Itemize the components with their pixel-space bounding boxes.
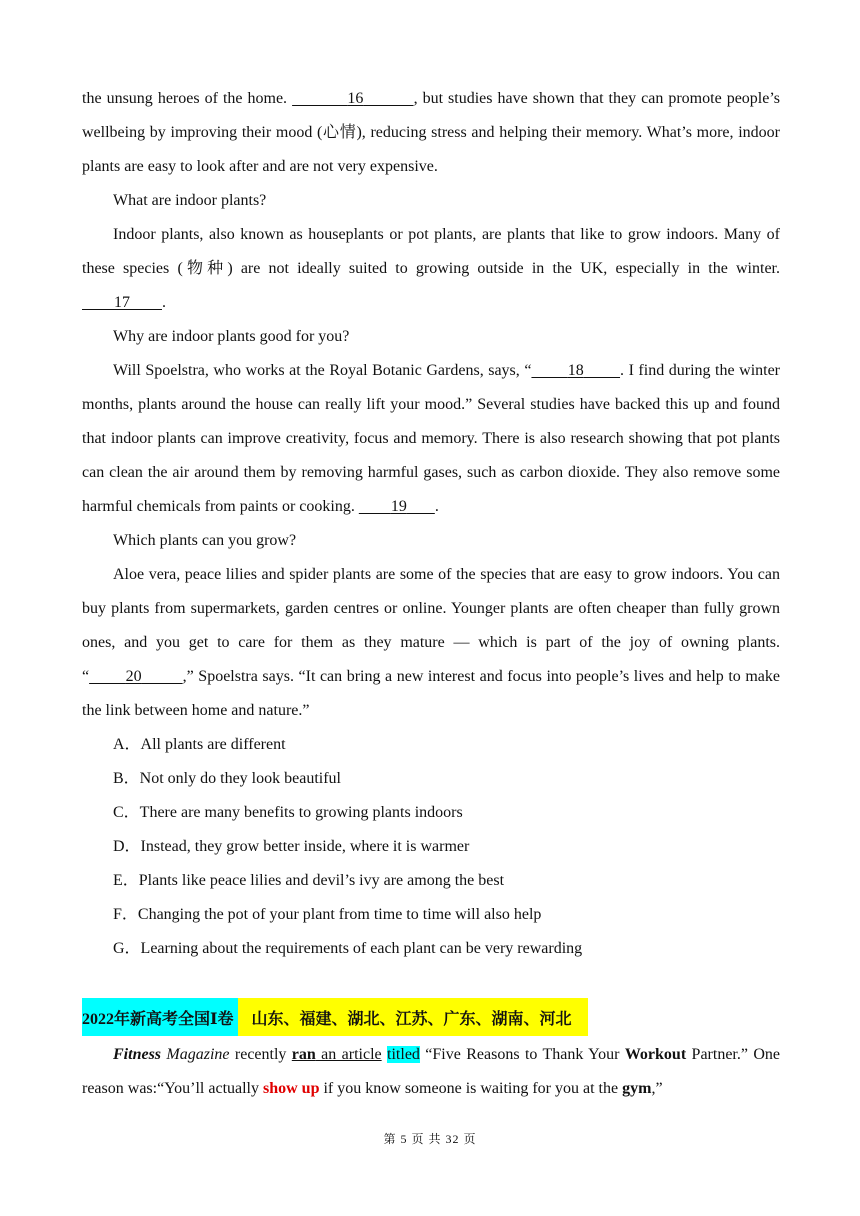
heading-what: What are indoor plants? (113, 192, 267, 209)
blank-20[interactable]: 20 (125, 668, 142, 685)
heading-which: Which plants can you grow? (113, 532, 297, 549)
blank-19[interactable]: 19 (390, 498, 407, 515)
heading-why: Why are indoor plants good for you? (113, 328, 350, 345)
page-footer: 第 5 页 共 32 页 (383, 1132, 477, 1146)
option-a: A．All plants are different (113, 736, 286, 753)
section-heading (82, 998, 780, 1036)
blank-17[interactable]: 17 (114, 294, 130, 311)
option-b: B．Not only do they look beautiful (113, 770, 341, 787)
next-passage-intro: Fitness Magazine recently ran an article titled “Five Reasons to Thank Your Workout Partner.” One reason was:“You’ll actually show up if you know someone is waiting for you at the gym,” (82, 1046, 780, 1097)
option-d: D．Instead, they grow better inside, where it is warmer (113, 838, 470, 855)
blank-18[interactable]: 18 (567, 362, 584, 379)
page-content (82, 82, 780, 1106)
exam-regions: 山东、福建、湖北、江苏、广东、湖南、河北 (238, 998, 588, 1036)
blank-16[interactable]: 16 (347, 90, 364, 107)
exam-title: 2022年新高考全国Ⅰ卷 (82, 998, 238, 1036)
paragraph-2: Indoor plants, also known as houseplants or pot plants, are plants that like to grow indoors. Many of these species (物种) are not ideally suited to growing outside in the UK, especially in the winter. 17 . (82, 226, 780, 311)
option-f: F．Changing the pot of your plant from time to time will also help (113, 906, 542, 923)
option-e: E．Plants like peace lilies and devil’s ivy are among the best (113, 872, 505, 889)
paragraph-4: Aloe vera, peace lilies and spider plants are some of the species that are easy to grow indoors. You can buy plants from supermarkets, garden centres or online. Younger plants are often cheaper than fully grown ones, and you get to care for them as they mature — which is part of the joy of owning plants. “ 20 ,” Spoelstra says. “It can bring a new interest and focus into people’s lives and help to make the link between home and nature.” (82, 566, 781, 719)
paragraph-3: Will Spoelstra, who works at the Royal Botanic Gardens, says, “ 18 . I find during the winter months, plants around the house can really lift your mood.” Several studies have backed this up and found that indoor plants can improve creativity, focus and memory. There is also research showing that pot plants can clean the air around them by removing harmful gases, such as carbon dioxide. They also remove some harmful chemicals from paints or cooking. 19 . (82, 362, 781, 515)
option-c: C．There are many benefits to growing plants indoors (113, 804, 463, 821)
paragraph-1: the unsung heroes of the home. 16 , but studies have shown that they can promote people’s wellbeing by improving their mood (心情), reducing stress and helping their memory. What’s more, indoor plants are easy to look after and are not very expensive. (82, 90, 781, 175)
option-g: G．Learning about the requirements of each plant can be very rewarding (113, 940, 583, 957)
